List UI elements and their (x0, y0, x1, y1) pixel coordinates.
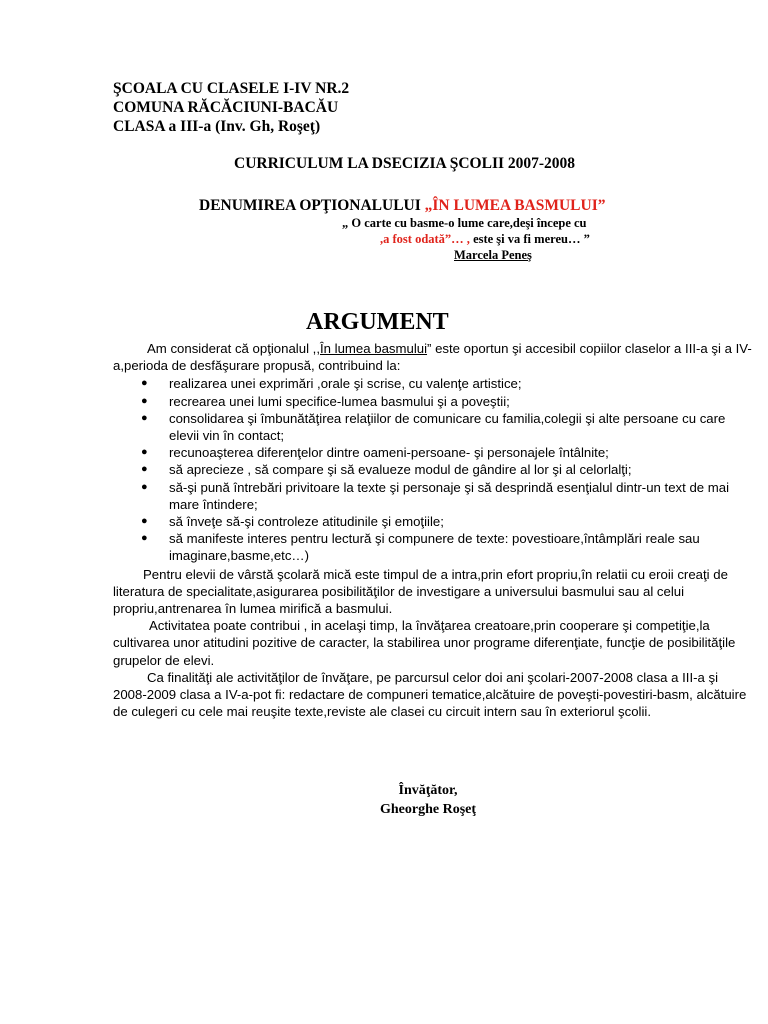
motto-line-2-red: ,a fost odată”… , (380, 232, 470, 246)
motto-line-1: „ O carte cu basme-o lume care,deşi începe cu (342, 216, 587, 230)
bullet-dot-icon: ● (141, 480, 148, 493)
list-item-text: să manifeste interes pentru lectură şi compunere de texte: povestioare,întâmplări reale sau imaginare,basme,etc…) (169, 531, 700, 564)
bullet-dot-icon: ● (141, 515, 148, 528)
list-item (141, 444, 753, 461)
bullet-dot-icon: ● (141, 377, 148, 390)
bullet-dot-icon: ● (141, 446, 148, 459)
list-item-text: recunoaşterea diferenţelor dintre oameni-persoane- şi personajele întâlnite; (169, 445, 609, 461)
list-item (141, 461, 753, 478)
intro-after: ” este oportun şi accesibil copiilor claselor a III-a şi a IV-a,perioda de desfăşurare propusă, contribuind la: (113, 341, 752, 374)
school-header (113, 79, 349, 136)
school-commune: COMUNA RĂCĂCIUNI-BACĂU (113, 99, 339, 116)
optional-label: DENUMIREA OPŢIONALULUI (199, 197, 425, 214)
motto-quote (330, 215, 660, 263)
paragraph-activity: Activitatea poate contribui , in acelaşi timp, la învăţarea creatoare,prin cooperare şi competiţie,la cultivarea unor atitudini pozitive de caracter, la stabilirea unor programe diferenţiate, funcţie de posibilităţile grupelor de elevi. (113, 618, 736, 668)
motto-line-2-rest: este şi va fi mereu… ” (469, 232, 590, 246)
paragraph-students: Pentru elevii de vârstă şcolară mică este timpul de a intra,prin efort propriu,în relatii cu eroii creaţi de literatura de specialitate,asigurarea posibilităţilor de investigare a universului basmului sau al celui propriu,antrenarea în lumea mirifică a basmului. (113, 566, 728, 617)
contribution-list (113, 375, 753, 564)
curriculum-title: CURRICULUM LA DSECIZIA ŞCOLII 2007-2008 (234, 155, 576, 172)
list-item-text: recrearea unei lumi specifice-lumea basmului şi a poveştii; (169, 393, 510, 409)
list-item (141, 375, 753, 392)
intro-underlined: În lumea basmului (320, 341, 428, 356)
signature-name: Gheorghe Roşeţ (380, 802, 477, 817)
list-item-text: să-şi pună întrebări privitoare la texte şi personaje şi să desprindă esenţialul dintr-un text de mai mare întindere; (169, 479, 730, 512)
motto-line-2 (380, 231, 660, 247)
list-item-text: realizarea unei exprimări ,orale şi scrise, cu valenţe artistice; (169, 376, 522, 392)
intro-before: Am considerat că opţionalul ,, (147, 341, 320, 356)
motto-author: Marcela Peneş (454, 248, 532, 262)
list-item-text: să înveţe să-şi controleze atitudinile şi emoţiile; (169, 514, 444, 530)
optional-title (199, 197, 606, 215)
list-item (141, 479, 753, 513)
optional-name: „ÎN LUMEA BASMULUI” (424, 197, 606, 214)
bullet-dot-icon: ● (141, 463, 148, 476)
paragraph-outcomes: Ca finalităţi ale activităţilor de învăţare, pe parcursul celor doi ani şcolari-2007-2008 clasa a III-a şi 2008-2009 clasa a IV-a-pot fi: redactare de compuneri tematice,alcătuire de poveşti-povestiri-basm, alcătuire de culegeri cu cele mai reuşite texte,reviste ale clasei cu circuit intern sau în exteriorul şcolii. (113, 669, 747, 720)
list-item (141, 513, 753, 530)
school-class: CLASA a III-a (Inv. Gh, Roşeţ) (113, 118, 321, 135)
list-item (141, 530, 753, 564)
bullet-dot-icon: ● (141, 532, 148, 545)
list-item (141, 410, 753, 444)
signature-block (380, 781, 476, 819)
signature-role: Învăţător, (398, 783, 458, 798)
list-item-text: consolidarea şi îmbunătăţirea relaţiilor de comunicare cu familia,colegii şi alte persoane cu care elevii vin în contact; (169, 410, 726, 444)
list-item (141, 393, 753, 410)
argument-heading: ARGUMENT (306, 309, 449, 335)
argument-body (113, 340, 753, 720)
bullet-dot-icon: ● (141, 394, 148, 407)
bullet-dot-icon: ● (141, 411, 148, 424)
school-name: ŞCOALA CU CLASELE I-IV NR.2 (113, 80, 350, 97)
intro-paragraph (113, 340, 753, 374)
list-item-text: să aprecieze , să compare şi să evalueze modul de gândire al lor şi al celorlalţi; (169, 462, 632, 478)
